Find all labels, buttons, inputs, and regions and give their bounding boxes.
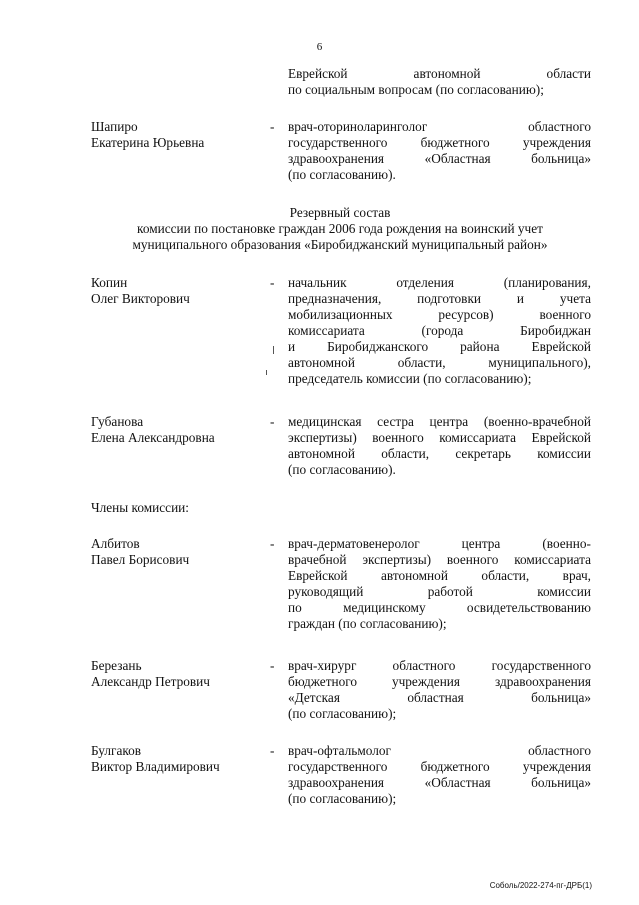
desc-line: врачебной экспертизы) военного комиссариата (288, 552, 591, 567)
member-position (288, 743, 591, 807)
member-position (288, 275, 591, 387)
reserve-heading (60, 205, 620, 253)
desc-line: врач-оториноларинголог областного (288, 119, 591, 134)
desc-line: бюджетного учреждения здравоохранения (288, 674, 591, 689)
dash-separator: - (270, 536, 275, 551)
page-number: 6 (316, 41, 323, 53)
desc-line: мобилизационных ресурсов) военного (288, 307, 591, 322)
desc-line: предназначения, подготовки и учета (288, 291, 591, 306)
desc-line: государственного бюджетного учреждения (288, 135, 591, 150)
dash-separator: - (270, 743, 275, 758)
given-names: Елена Александровна (91, 430, 215, 445)
desc-line: Еврейской автономной области (288, 66, 591, 81)
desc-line: руководящий работой комиссии (288, 584, 591, 599)
desc-line: (по согласованию); (288, 706, 397, 721)
member-name (91, 743, 271, 775)
dash-separator: - (270, 658, 275, 673)
desc-line: (по согласованию). (288, 167, 396, 182)
dash-separator: - (270, 414, 275, 429)
desc-line: «Детская областная больница» (288, 690, 591, 705)
dash-separator: - (270, 275, 275, 290)
continuation-text (288, 66, 591, 98)
desc-line: по социальным вопросам (по согласованию); (288, 82, 544, 97)
desc-line: здравоохранения «Областная больница» (288, 151, 591, 166)
scan-mark (266, 370, 267, 375)
desc-line: Еврейской автономной области, врач, (288, 568, 591, 583)
desc-line: комиссариата (города Биробиджан (288, 323, 591, 338)
surname: Губанова (91, 414, 144, 429)
desc-line: по медицинскому освидетельствованию (288, 600, 591, 615)
surname: Шапиро (91, 119, 138, 134)
given-names: Олег Викторович (91, 291, 190, 306)
document-footer-code: Соболь/2022-274-пг-ДРБ(1) (489, 881, 592, 890)
member-position (288, 414, 591, 478)
reserve-heading-line: комиссии по постановке граждан 2006 года рождения на воинский учет (137, 221, 543, 236)
desc-line: и Биробиджанского района Еврейской (288, 339, 591, 354)
desc-line: врач-хирург областного государственного (288, 658, 591, 673)
desc-line: граждан (по согласованию); (288, 616, 447, 631)
given-names: Виктор Владимирович (91, 759, 220, 774)
given-names: Павел Борисович (91, 552, 190, 567)
member-name (91, 275, 271, 307)
member-name (91, 119, 271, 151)
member-position (288, 119, 591, 183)
given-names: Екатерина Юрьевна (91, 135, 205, 150)
given-names: Александр Петрович (91, 674, 210, 689)
desc-line: начальник отделения (планирования, (288, 275, 591, 290)
desc-line: государственного бюджетного учреждения (288, 759, 591, 774)
reserve-heading-line: Резервный состав (289, 205, 391, 220)
members-heading: Члены комиссии: (91, 500, 189, 515)
scan-mark (273, 346, 274, 354)
member-name (91, 536, 271, 568)
surname: Копин (91, 275, 128, 290)
reserve-heading-line: муниципального образования «Биробиджанский муниципальный район» (132, 237, 548, 252)
surname: Булгаков (91, 743, 142, 758)
desc-line: автономной области, муниципального), (288, 355, 591, 370)
member-name (91, 658, 271, 690)
member-position (288, 658, 591, 722)
desc-line: автономной области, секретарь комиссии (288, 446, 591, 461)
dash-separator: - (270, 119, 275, 134)
desc-line: (по согласованию). (288, 462, 396, 477)
surname: Березань (91, 658, 142, 673)
desc-line: (по согласованию); (288, 791, 397, 806)
desc-line: экспертизы) военного комиссариата Еврейской (288, 430, 591, 445)
member-name (91, 414, 271, 446)
desc-line: здравоохранения «Областная больница» (288, 775, 591, 790)
desc-line: медицинская сестра центра (военно-врачебной (288, 414, 591, 429)
desc-line: врач-офтальмолог областного (288, 743, 591, 758)
surname: Албитов (91, 536, 140, 551)
member-position (288, 536, 591, 632)
desc-line: врач-дерматовенеролог центра (военно- (288, 536, 591, 551)
desc-line: председатель комиссии (по согласованию); (288, 371, 532, 386)
